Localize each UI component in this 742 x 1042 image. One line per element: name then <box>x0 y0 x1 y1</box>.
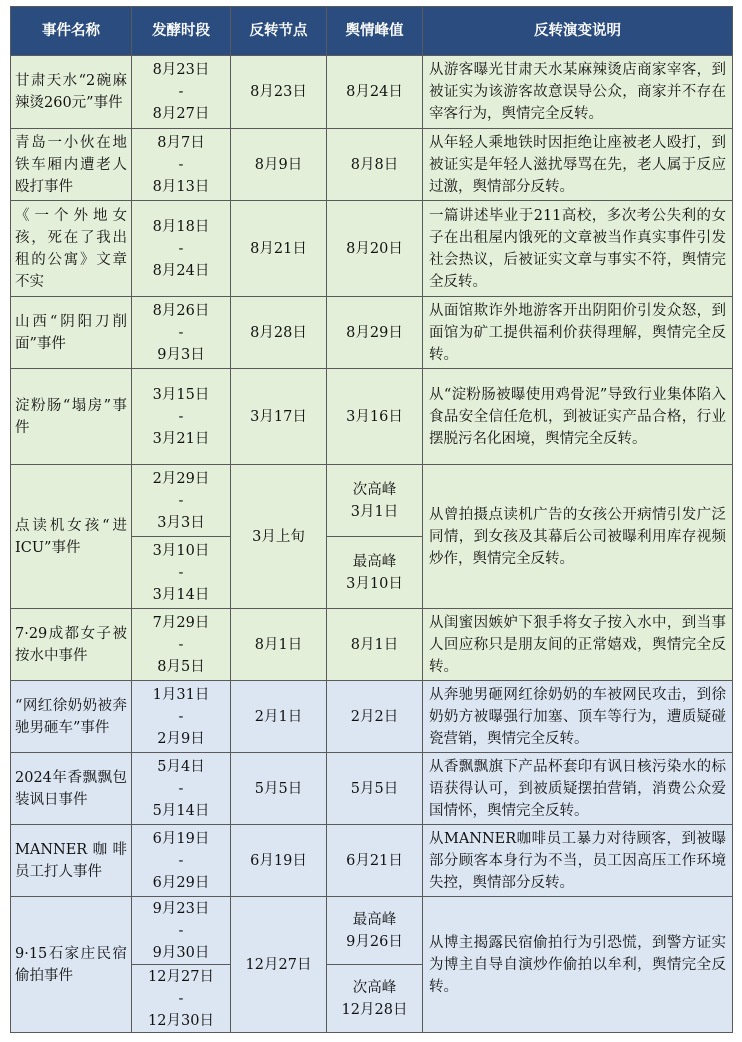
period: 1月31日 - 2月9日 <box>132 681 231 753</box>
peak-date: 6月21日 <box>327 825 423 897</box>
period: 8月18日 - 8月24日 <box>132 201 231 297</box>
peak-date: 8月8日 <box>327 129 423 201</box>
reversal-date: 3月上旬 <box>231 465 327 609</box>
period: 3月10日 - 3月14日 <box>132 537 231 609</box>
peak-date: 8月24日 <box>327 56 423 129</box>
table-row <box>11 681 733 753</box>
header-reversal: 反转节点 <box>231 7 327 56</box>
event-name: 淀粉肠“塌房”事件 <box>11 369 132 465</box>
peak-date: 最高峰 3月10日 <box>327 537 423 609</box>
table-row <box>11 297 733 369</box>
period: 8月23日 - 8月27日 <box>132 56 231 129</box>
table-row <box>11 897 733 965</box>
peak-date: 8月20日 <box>327 201 423 297</box>
description: 从博主揭露民宿偷拍行为引恐慌，到警方证实为博主自导自演炒作偷拍以牟利，舆情完全反转。 <box>423 897 733 1033</box>
event-name: 甘肃天水“2碗麻辣烫260元”事件 <box>11 56 132 129</box>
event-name: 9·15石家庄民宿偷拍事件 <box>11 897 132 1033</box>
peak-date: 5月5日 <box>327 753 423 825</box>
table-row <box>11 369 733 465</box>
event-name: 点读机女孩“进ICU”事件 <box>11 465 132 609</box>
period: 5月4日 - 5月14日 <box>132 753 231 825</box>
reversal-date: 12月27日 <box>231 897 327 1033</box>
period: 7月29日 - 8月5日 <box>132 609 231 681</box>
period: 3月15日 - 3月21日 <box>132 369 231 465</box>
description: 从香飘飘旗下产品杯套印有讽日核污染水的标语获得认可，到被质疑摆拍营销，消费公众爱国情怀，舆情完全反转。 <box>423 753 733 825</box>
event-name: 2024年香飘飘包装讽日事件 <box>11 753 132 825</box>
table-row <box>11 609 733 681</box>
event-name: MANNER咖啡员工打人事件 <box>11 825 132 897</box>
table-row <box>11 753 733 825</box>
peak-date: 2月2日 <box>327 681 423 753</box>
header-peak: 舆情峰值 <box>327 7 423 56</box>
event-table <box>10 6 733 1033</box>
period: 12月27日 - 12月30日 <box>132 965 231 1033</box>
table-row <box>11 129 733 201</box>
header-event-name: 事件名称 <box>11 7 132 56</box>
event-name: 青岛一小伙在地铁车厢内遭老人殴打事件 <box>11 129 132 201</box>
peak-date: 次高峰 3月1日 <box>327 465 423 537</box>
table-row <box>11 201 733 297</box>
reversal-date: 8月1日 <box>231 609 327 681</box>
description: 从年轻人乘地铁时因拒绝让座被老人殴打，到被证实是年轻人滋扰辱骂在先，老人属于反应过激，舆情部分反转。 <box>423 129 733 201</box>
header-row <box>11 7 733 56</box>
period: 9月23日 - 9月30日 <box>132 897 231 965</box>
reversal-date: 8月21日 <box>231 201 327 297</box>
reversal-date: 6月19日 <box>231 825 327 897</box>
period: 6月19日 - 6月29日 <box>132 825 231 897</box>
period: 2月29日 - 3月3日 <box>132 465 231 537</box>
reversal-date: 3月17日 <box>231 369 327 465</box>
header-description: 反转演变说明 <box>423 7 733 56</box>
peak-date: 最高峰 9月26日 <box>327 897 423 965</box>
reversal-date: 8月9日 <box>231 129 327 201</box>
peak-date: 次高峰 12月28日 <box>327 965 423 1033</box>
description: 从闺蜜因嫉妒下狠手将女子按入水中，到当事人回应称只是朋友间的正常嬉戏，舆情完全反转。 <box>423 609 733 681</box>
table-row <box>11 465 733 537</box>
table-row <box>11 56 733 129</box>
period: 8月26日 - 9月3日 <box>132 297 231 369</box>
event-name: 7·29成都女子被按水中事件 <box>11 609 132 681</box>
table-row <box>11 825 733 897</box>
description: 一篇讲述毕业于211高校，多次考公失利的女子在出租屋内饿死的文章被当作真实事件引发社会热议，后被证实文章与事实不符，舆情完全反转。 <box>423 201 733 297</box>
peak-date: 8月29日 <box>327 297 423 369</box>
event-name: 《一个外地女孩，死在了我出租的公寓》文章不实 <box>11 201 132 297</box>
peak-date: 8月1日 <box>327 609 423 681</box>
reversal-date: 8月28日 <box>231 297 327 369</box>
event-name: “网红徐奶奶被奔驰男砸车”事件 <box>11 681 132 753</box>
description: 从MANNER咖啡员工暴力对待顾客，到被曝部分顾客本身行为不当，员工因高压工作环境失控，舆情部分反转。 <box>423 825 733 897</box>
description: 从游客曝光甘肃天水某麻辣烫店商家宰客，到被证实为该游客故意误导公众，商家并不存在宰客行为，舆情完全反转。 <box>423 56 733 129</box>
peak-date: 3月16日 <box>327 369 423 465</box>
reversal-date: 5月5日 <box>231 753 327 825</box>
description: 从奔驰男砸网红徐奶奶的车被网民攻击，到徐奶奶方被曝强行加塞、顶车等行为，遭质疑碰瓷营销，舆情完全反转。 <box>423 681 733 753</box>
reversal-date: 8月23日 <box>231 56 327 129</box>
description: 从曾拍摄点读机广告的女孩公开病情引发广泛同情，到女孩及其幕后公司被曝利用库存视频炒作，舆情完全反转。 <box>423 465 733 609</box>
reversal-date: 2月1日 <box>231 681 327 753</box>
description: 从面馆欺诈外地游客开出阴阳价引发众怒，到面馆为矿工提供福利价获得理解，舆情完全反转。 <box>423 297 733 369</box>
period: 8月7日 - 8月13日 <box>132 129 231 201</box>
header-period: 发酵时段 <box>132 7 231 56</box>
description: 从“淀粉肠被曝使用鸡骨泥”导致行业集体陷入食品安全信任危机，到被证实产品合格，行业摆脱污名化困境，舆情完全反转。 <box>423 369 733 465</box>
event-name: 山西“阴阳刀削面”事件 <box>11 297 132 369</box>
